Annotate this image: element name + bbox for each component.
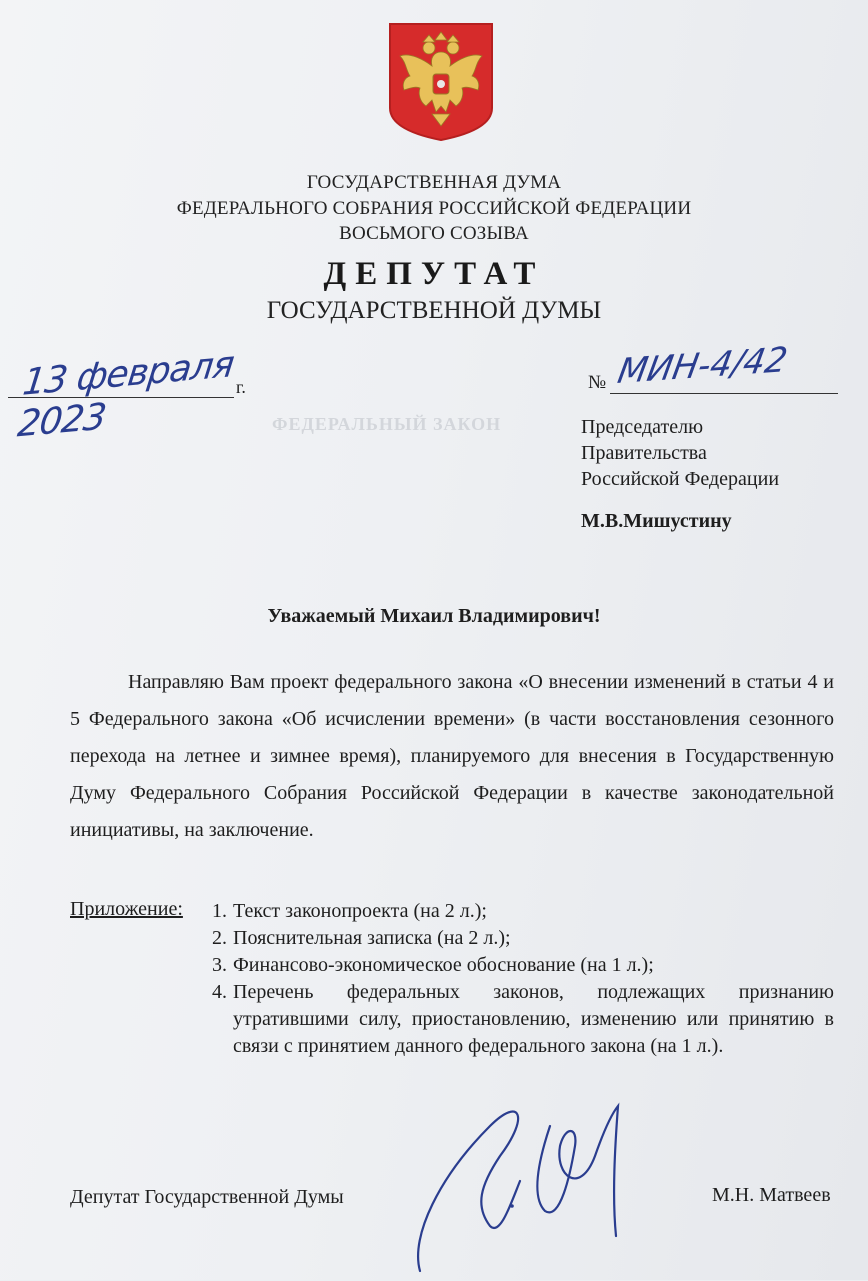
attachment-item: 1. Текст законопроекта (на 2 л.); (212, 900, 487, 922)
addressee-name: М.В.Мишустину (581, 510, 732, 532)
attachment-item: 2. Пояснительная записка (на 2 л.); (212, 927, 511, 949)
handwritten-signature (380, 1086, 680, 1276)
attachments-list (212, 898, 834, 1060)
signer-position: Депутат Государственной Думы (70, 1186, 344, 1208)
header-line-3: ВОСЬМОГО СОЗЫВА (339, 223, 529, 244)
header-line-1: ГОСУДАРСТВЕННАЯ ДУМА (306, 172, 562, 193)
addressee-line-1: Председателю (581, 416, 704, 438)
letter-body: Направляю Вам проект федерального закона «О внесении изменений в статьи 4 и 5 Федерального закона «Об исчислении времени» (в части восстановления сезонного перехода на летнее и зимнее время), планируемого для внесения в Государственную Думу Федерального Собрания Российской Федерации в качестве законодательной инициативы, на заключение. (70, 671, 834, 841)
attachment-item: 3. Финансово-экономическое обоснование (на 1 л.); (212, 954, 654, 976)
addressee-line-3: Российской Федерации (581, 468, 780, 490)
number-label: № (588, 372, 607, 393)
handwritten-date: 13 февраля 2023 (15, 343, 236, 446)
header-line-2: ФЕДЕРАЛЬНОГО СОБРАНИЯ РОССИЙСКОЙ ФЕДЕРАЦИИ (176, 198, 692, 219)
signer-name: М.Н. Матвеев (712, 1184, 831, 1206)
deputat-subtitle: ГОСУДАРСТВЕННОЙ ДУМЫ (266, 297, 602, 324)
addressee-block (581, 414, 779, 492)
date-suffix: г. (236, 377, 246, 397)
handwritten-number: МИН-4/42 (614, 339, 791, 393)
coat-of-arms-emblem (388, 22, 494, 142)
deputat-title: ДЕПУТАТ (323, 256, 545, 292)
addressee-line-2: Правительства (581, 442, 707, 464)
date-underline (8, 397, 234, 398)
attachments-label: Приложение: (70, 898, 183, 920)
salutation: Уважаемый Михаил Владимирович! (267, 605, 601, 627)
number-underline (610, 393, 838, 394)
bleed-through-text: ФЕДЕРАЛЬНЫЙ ЗАКОН (272, 414, 502, 434)
attachment-item: 4. Перечень федеральных законов, подлежащих признанию утратившими силу, приостановлению, изменению или принятию в связи с принятием данного федерального закона (на 1 л.). (212, 981, 834, 1057)
